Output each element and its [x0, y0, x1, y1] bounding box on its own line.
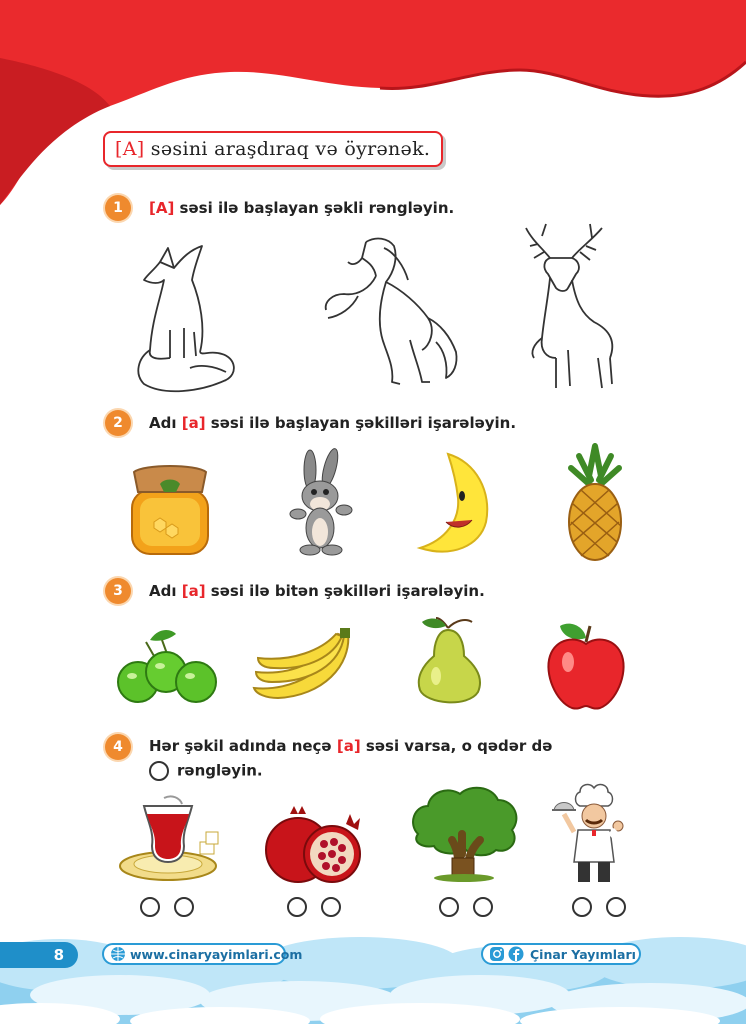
- pomegranate-answer-circle-1[interactable]: [287, 897, 307, 917]
- exercise-2-sound: [a]: [181, 414, 206, 432]
- page-number: 8: [0, 942, 78, 968]
- exercise-3-sound: [a]: [181, 582, 206, 600]
- chef-answer-circle-2[interactable]: [606, 897, 626, 917]
- tea-picture[interactable]: [114, 792, 222, 882]
- exercise-4-line2-text: rəngləyin.: [177, 761, 263, 780]
- exercise-4-pre: Hər şəkil adında neçə: [149, 737, 337, 755]
- exercise-3-instruction: [149, 582, 485, 600]
- tree-picture[interactable]: [408, 784, 522, 880]
- title-sound: [A]: [115, 138, 145, 160]
- footer-clouds: [0, 925, 746, 1024]
- horse-picture[interactable]: [318, 232, 463, 392]
- circle-icon: [149, 761, 169, 781]
- exercise-1-sound: [A]: [149, 199, 175, 217]
- exercise-4-sound: [a]: [336, 737, 361, 755]
- facebook-icon[interactable]: [508, 946, 524, 962]
- publisher-social[interactable]: [481, 943, 641, 965]
- exercise-1-number: 1: [105, 195, 131, 221]
- website-text: www.cinaryayimlari.com: [130, 946, 303, 962]
- pineapple-picture[interactable]: [565, 446, 625, 562]
- rabbit-picture[interactable]: [282, 448, 358, 558]
- pomegranate-picture[interactable]: [262, 804, 368, 888]
- globe-icon: [110, 946, 126, 962]
- pomegranate-answer-circle-2[interactable]: [321, 897, 341, 917]
- header-curtain: [0, 0, 746, 210]
- fox-picture[interactable]: [130, 240, 240, 395]
- page-title: [103, 131, 443, 167]
- plums-picture[interactable]: [110, 626, 222, 706]
- exercise-4-instruction: [149, 737, 552, 755]
- publisher-name: Çinar Yayımları: [530, 946, 636, 962]
- website-link[interactable]: [102, 943, 303, 965]
- deer-picture[interactable]: [520, 218, 625, 396]
- chef-picture[interactable]: [552, 782, 632, 888]
- exercise-3-post: səsi ilə bitən şəkilləri işarələyin.: [205, 582, 485, 600]
- pear-picture[interactable]: [414, 616, 484, 708]
- exercise-4-number: 4: [105, 734, 131, 760]
- title-text: səsini araşdıraq və öyrənək.: [144, 138, 431, 160]
- tea-answer-circle-2[interactable]: [174, 897, 194, 917]
- exercise-2-instruction: [149, 414, 516, 432]
- apple-picture[interactable]: [546, 622, 626, 712]
- tea-answer-circle-1[interactable]: [140, 897, 160, 917]
- exercise-1-instruction: [149, 199, 454, 217]
- bananas-picture[interactable]: [252, 626, 360, 704]
- exercise-1-post: səsi ilə başlayan şəkli rəngləyin.: [174, 199, 455, 217]
- exercise-4-instruction-line2: [149, 761, 263, 781]
- exercise-4-post: səsi varsa, o qədər də: [360, 737, 553, 755]
- exercise-3-number: 3: [105, 578, 131, 604]
- exercise-2-number: 2: [105, 410, 131, 436]
- chef-answer-circle-1[interactable]: [572, 897, 592, 917]
- exercise-2-post: səsi ilə başlayan şəkilləri işarələyin.: [205, 414, 517, 432]
- tree-answer-circle-1[interactable]: [439, 897, 459, 917]
- moon-picture[interactable]: [412, 452, 502, 556]
- honey-jar-picture[interactable]: [124, 462, 216, 558]
- exercise-3-pre: Adı: [149, 582, 182, 600]
- instagram-icon[interactable]: [489, 946, 505, 962]
- exercise-2-pre: Adı: [149, 414, 182, 432]
- tree-answer-circle-2[interactable]: [473, 897, 493, 917]
